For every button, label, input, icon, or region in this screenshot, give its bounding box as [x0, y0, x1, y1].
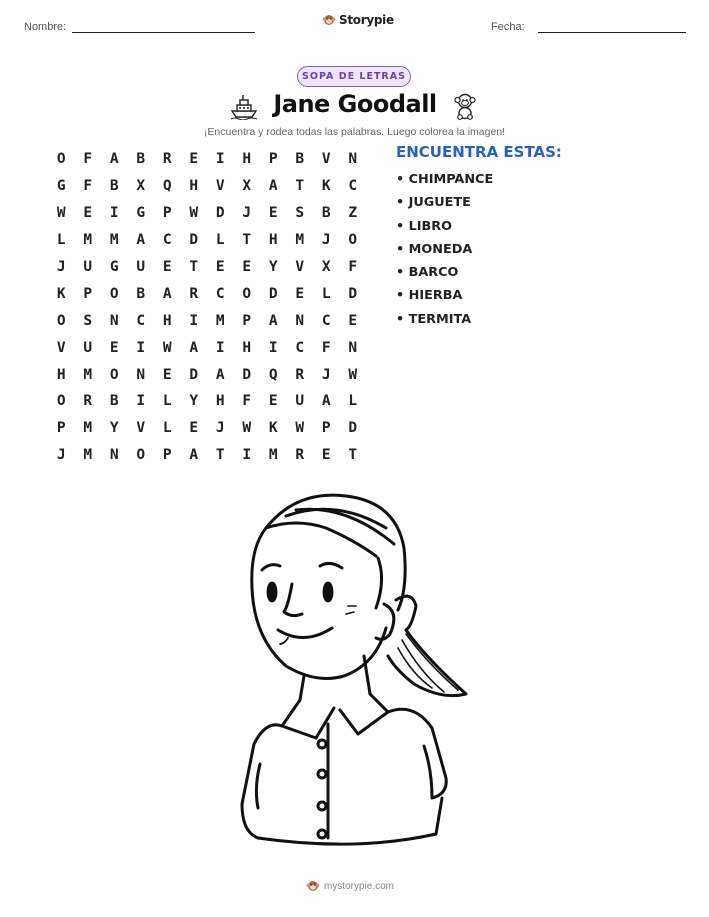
- grid-cell[interactable]: J: [321, 366, 331, 383]
- brand-name: Storypie: [339, 13, 394, 27]
- name-line: [72, 32, 255, 33]
- grid-cell[interactable]: F: [348, 259, 358, 275]
- grid-cell[interactable]: M: [83, 232, 93, 249]
- grid-cell[interactable]: P: [83, 285, 93, 302]
- grid-cell[interactable]: W: [295, 420, 305, 437]
- grid-cell[interactable]: L: [348, 393, 358, 410]
- monkey-logo-icon: [322, 13, 336, 27]
- grid-cell[interactable]: O: [136, 447, 146, 464]
- grid-cell[interactable]: V: [136, 420, 146, 437]
- grid-cell[interactable]: K: [56, 285, 66, 302]
- grid-cell[interactable]: V: [295, 259, 305, 275]
- grid-cell[interactable]: O: [56, 393, 66, 410]
- grid-cell[interactable]: M: [268, 447, 278, 464]
- grid-cell[interactable]: H: [215, 393, 225, 410]
- word-item: • LIBRO: [396, 218, 453, 234]
- grid-cell[interactable]: E: [268, 205, 278, 222]
- grid-cell[interactable]: E: [348, 312, 358, 329]
- grid-cell[interactable]: Y: [268, 259, 278, 275]
- footer-link[interactable]: mystorypie.com: [324, 880, 395, 892]
- grid-cell[interactable]: G: [136, 205, 146, 222]
- grid-cell[interactable]: H: [56, 366, 66, 383]
- grid-cell[interactable]: L: [215, 232, 225, 249]
- grid-cell[interactable]: I: [109, 205, 119, 222]
- jane-goodall-coloring-illustration[interactable]: [236, 488, 472, 852]
- word-item: • MONEDA: [396, 241, 473, 257]
- grid-cell[interactable]: W: [242, 420, 252, 437]
- grid-cell[interactable]: J: [242, 205, 252, 222]
- grid-cell[interactable]: C: [162, 232, 172, 249]
- grid-cell[interactable]: A: [215, 366, 225, 383]
- grid-cell[interactable]: T: [189, 259, 199, 275]
- grid-cell[interactable]: A: [162, 285, 172, 302]
- grid-cell[interactable]: I: [242, 447, 252, 464]
- grid-cell[interactable]: N: [348, 151, 358, 168]
- grid-cell[interactable]: O: [56, 312, 66, 329]
- grid-cell[interactable]: M: [215, 312, 225, 329]
- grid-cell[interactable]: F: [83, 151, 93, 168]
- grid-cell[interactable]: O: [56, 151, 66, 168]
- word-list: [396, 170, 493, 333]
- grid-cell[interactable]: N: [109, 312, 119, 329]
- grid-cell[interactable]: H: [189, 178, 199, 195]
- grid-cell[interactable]: S: [295, 205, 305, 222]
- grid-cell[interactable]: A: [268, 178, 278, 195]
- grid-cell[interactable]: I: [215, 151, 225, 168]
- grid-cell[interactable]: A: [189, 447, 199, 464]
- word-item: • HIERBA: [396, 288, 463, 304]
- grid-cell[interactable]: N: [295, 312, 305, 329]
- grid-cell[interactable]: G: [109, 259, 119, 275]
- word-search-grid[interactable]: [48, 146, 366, 469]
- grid-cell[interactable]: P: [242, 312, 252, 329]
- grid-cell[interactable]: M: [295, 232, 305, 249]
- grid-cell[interactable]: B: [136, 285, 146, 302]
- grid-cell[interactable]: Q: [268, 366, 278, 383]
- grid-cell[interactable]: M: [109, 232, 119, 249]
- grid-cell[interactable]: K: [321, 178, 331, 195]
- grid-cell[interactable]: D: [189, 232, 199, 249]
- grid-cell[interactable]: L: [162, 420, 172, 437]
- grid-cell[interactable]: W: [56, 205, 66, 222]
- grid-cell[interactable]: O: [109, 285, 119, 302]
- grid-cell[interactable]: T: [215, 447, 225, 464]
- grid-cell[interactable]: I: [136, 393, 146, 410]
- grid-cell[interactable]: D: [215, 205, 225, 222]
- grid-cell[interactable]: R: [189, 285, 199, 302]
- grid-cell[interactable]: P: [268, 151, 278, 168]
- grid-cell[interactable]: J: [56, 259, 66, 275]
- grid-cell[interactable]: O: [348, 232, 358, 249]
- grid-cell[interactable]: C: [295, 339, 305, 356]
- grid-cell[interactable]: E: [83, 205, 93, 222]
- grid-cell[interactable]: J: [215, 420, 225, 437]
- grid-cell[interactable]: E: [189, 420, 199, 437]
- date-label: Fecha:: [491, 21, 525, 33]
- grid-cell[interactable]: E: [321, 447, 331, 464]
- grid-cell[interactable]: N: [109, 447, 119, 464]
- word-item: • TERMITA: [396, 311, 472, 327]
- grid-cell[interactable]: N: [136, 366, 146, 383]
- grid-cell[interactable]: D: [268, 285, 278, 302]
- grid-cell[interactable]: P: [162, 205, 172, 222]
- grid-cell[interactable]: U: [295, 393, 305, 410]
- grid-cell[interactable]: E: [268, 393, 278, 410]
- name-label: Nombre:: [24, 21, 67, 33]
- grid-cell[interactable]: H: [162, 312, 172, 329]
- grid-cell[interactable]: T: [295, 178, 305, 195]
- word-item: • JUGUETE: [396, 195, 471, 211]
- grid-cell[interactable]: O: [109, 366, 119, 383]
- grid-cell[interactable]: D: [348, 285, 358, 302]
- grid-cell[interactable]: D: [242, 366, 252, 383]
- grid-cell[interactable]: C: [136, 312, 146, 329]
- grid-cell[interactable]: V: [215, 178, 225, 195]
- grid-cell[interactable]: W: [189, 205, 199, 222]
- grid-cell[interactable]: T: [348, 447, 358, 464]
- monkey-logo-icon: [306, 879, 320, 893]
- grid-cell[interactable]: B: [321, 205, 331, 222]
- grid-cell[interactable]: E: [242, 259, 252, 275]
- grid-cell[interactable]: U: [136, 259, 146, 275]
- monkey-plush-icon: [452, 92, 478, 120]
- grid-cell[interactable]: P: [56, 420, 66, 437]
- word-item: • BARCO: [396, 265, 459, 281]
- grid-cell[interactable]: L: [162, 393, 172, 410]
- grid-cell[interactable]: E: [162, 366, 172, 383]
- grid-cell[interactable]: N: [348, 339, 358, 356]
- grid-cell[interactable]: R: [295, 366, 305, 383]
- grid-cell[interactable]: X: [321, 259, 331, 275]
- grid-cell[interactable]: I: [268, 339, 278, 356]
- grid-cell[interactable]: K: [268, 420, 278, 437]
- page-title: Jane Goodall: [273, 90, 437, 118]
- grid-cell[interactable]: E: [109, 339, 119, 356]
- grid-cell[interactable]: B: [136, 151, 146, 168]
- grid-cell[interactable]: Z: [348, 205, 358, 222]
- grid-cell[interactable]: P: [162, 447, 172, 464]
- grid-cell[interactable]: R: [295, 447, 305, 464]
- grid-cell[interactable]: X: [136, 178, 146, 195]
- grid-cell[interactable]: M: [83, 420, 93, 437]
- grid-cell[interactable]: Q: [162, 178, 172, 195]
- grid-cell[interactable]: M: [83, 366, 93, 383]
- grid-cell[interactable]: L: [321, 285, 331, 302]
- grid-cell[interactable]: F: [242, 393, 252, 410]
- grid-cell[interactable]: W: [162, 339, 172, 356]
- footer: [306, 879, 394, 893]
- grid-cell[interactable]: A: [109, 151, 119, 168]
- grid-cell[interactable]: B: [295, 151, 305, 168]
- word-item: • CHIMPANCE: [396, 172, 494, 187]
- grid-cell[interactable]: E: [295, 285, 305, 302]
- grid-cell[interactable]: X: [242, 178, 252, 195]
- grid-cell[interactable]: V: [321, 151, 331, 168]
- grid-cell[interactable]: U: [83, 259, 93, 275]
- grid-cell[interactable]: I: [189, 312, 199, 329]
- grid-cell[interactable]: Y: [189, 393, 199, 410]
- grid-cell[interactable]: I: [215, 339, 225, 356]
- grid-cell[interactable]: C: [321, 312, 331, 329]
- grid-cell[interactable]: J: [321, 232, 331, 249]
- grid-cell[interactable]: B: [109, 393, 119, 410]
- grid-cell[interactable]: H: [268, 232, 278, 249]
- grid-cell[interactable]: E: [189, 151, 199, 168]
- grid-cell[interactable]: P: [321, 420, 331, 437]
- grid-cell[interactable]: H: [242, 339, 252, 356]
- grid-cell[interactable]: U: [83, 339, 93, 356]
- word-list-title: ENCUENTRA ESTAS:: [396, 143, 562, 161]
- grid-cell[interactable]: F: [83, 178, 93, 195]
- grid-cell[interactable]: O: [242, 285, 252, 302]
- grid-cell[interactable]: I: [136, 339, 146, 356]
- grid-cell[interactable]: B: [109, 178, 119, 195]
- grid-cell[interactable]: A: [136, 232, 146, 249]
- grid-cell[interactable]: Y: [109, 420, 119, 437]
- grid-cell[interactable]: J: [56, 447, 66, 464]
- grid-cell[interactable]: A: [268, 312, 278, 329]
- grid-cell[interactable]: H: [242, 151, 252, 168]
- grid-cell[interactable]: M: [83, 447, 93, 464]
- grid-cell[interactable]: W: [348, 366, 358, 383]
- activity-badge: SOPA DE LETRAS: [297, 66, 411, 87]
- grid-cell[interactable]: A: [189, 339, 199, 356]
- grid-cell[interactable]: L: [56, 232, 66, 249]
- grid-cell[interactable]: E: [215, 259, 225, 275]
- grid-cell[interactable]: E: [162, 259, 172, 275]
- date-line: [538, 32, 686, 33]
- grid-cell[interactable]: R: [83, 393, 93, 410]
- grid-cell[interactable]: V: [56, 339, 66, 356]
- grid-cell[interactable]: D: [189, 366, 199, 383]
- grid-cell[interactable]: C: [348, 178, 358, 195]
- grid-cell[interactable]: G: [56, 178, 66, 195]
- grid-cell[interactable]: T: [242, 232, 252, 249]
- grid-cell[interactable]: R: [162, 151, 172, 168]
- grid-cell[interactable]: C: [215, 285, 225, 302]
- grid-cell[interactable]: D: [348, 420, 358, 437]
- grid-cell[interactable]: S: [83, 312, 93, 329]
- instructions: ¡Encuentra y rodea todas las palabras. Luego colorea la imagen!: [203, 126, 506, 138]
- grid-cell[interactable]: A: [321, 393, 331, 410]
- brand-logo: [322, 13, 394, 27]
- grid-cell[interactable]: F: [321, 339, 331, 356]
